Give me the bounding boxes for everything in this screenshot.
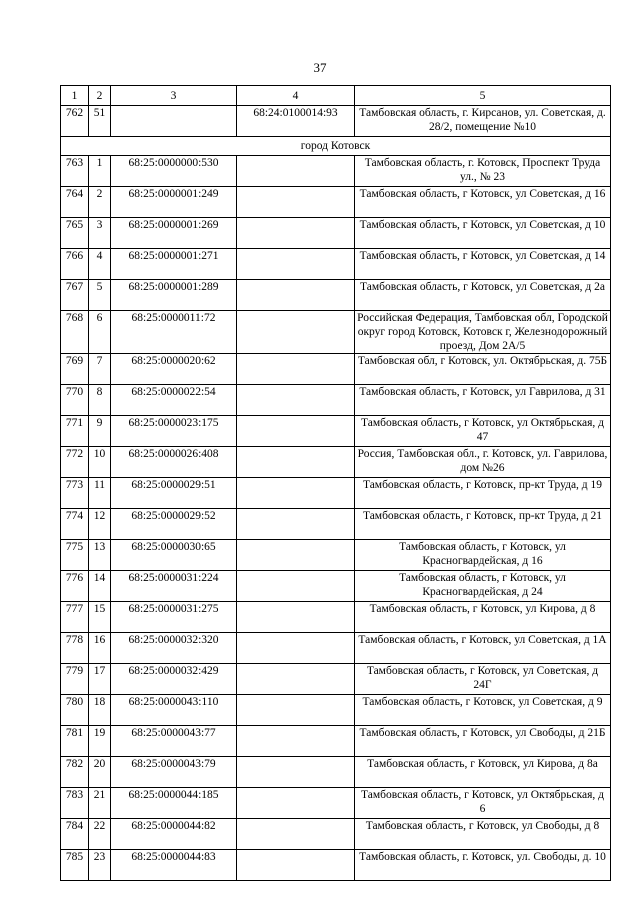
cadastral-number-premises [237,664,355,695]
address-cell: Тамбовская область, г Котовск, ул Советская, д 1А [355,633,611,664]
table-row [61,850,611,881]
cadastral-number-building: 68:25:0000029:51 [111,478,237,509]
address-cell: Тамбовская область, г Котовск, ул Октябрьская, д 6 [355,788,611,819]
cadastral-number-building: 68:25:0000030:65 [111,540,237,571]
address-cell: Тамбовская область, г Котовск, ул Советская, д 9 [355,695,611,726]
row-index: 3 [89,218,111,249]
cadastral-number-building: 68:25:0000044:185 [111,788,237,819]
cadastral-number-premises [237,726,355,757]
table-row [61,280,611,311]
cadastral-number-building: 68:25:0000000:530 [111,156,237,187]
table-row [61,664,611,695]
row-index: 18 [89,695,111,726]
address-cell: Тамбовская область, г Котовск, пр-кт Труда, д 21 [355,509,611,540]
cadastral-number-premises [237,416,355,447]
column-header-5: 5 [355,86,611,106]
address-cell: Российская Федерация, Тамбовская обл, Городской округ город Котовск, Котовск г, Железнодорожный проезд, Дом 2А/5 [355,311,611,354]
row-number: 777 [61,602,89,633]
address-cell: Россия, Тамбовская обл., г. Котовск, ул. Гаврилова, дом №26 [355,447,611,478]
table-row [61,447,611,478]
row-number: 771 [61,416,89,447]
row-index: 15 [89,602,111,633]
address-cell: Тамбовская область, г. Кирсанов, ул. Советская, д. 28/2, помещение №10 [355,106,611,137]
row-index: 6 [89,311,111,354]
table-row [61,385,611,416]
row-number: 767 [61,280,89,311]
cadastral-number-building [111,106,237,137]
table-row [61,478,611,509]
address-cell: Тамбовская область, г Котовск, ул Советская, д 10 [355,218,611,249]
cadastral-number-premises [237,571,355,602]
row-index: 11 [89,478,111,509]
cadastral-number-building: 68:25:0000043:77 [111,726,237,757]
cadastral-number-building: 68:25:0000031:224 [111,571,237,602]
address-cell: Тамбовская область, г Котовск, ул Свободы, д 8 [355,819,611,850]
row-number: 772 [61,447,89,478]
cadastral-number-building: 68:25:0000020:62 [111,354,237,385]
row-number: 781 [61,726,89,757]
cadastral-number-building: 68:25:0000011:72 [111,311,237,354]
cadastral-number-premises [237,478,355,509]
column-header-3: 3 [111,86,237,106]
row-number: 764 [61,187,89,218]
cadastral-number-building: 68:25:0000044:82 [111,819,237,850]
cadastral-number-building: 68:25:0000001:271 [111,249,237,280]
cadastral-number-premises [237,249,355,280]
address-cell: Тамбовская область, г Котовск, ул Кирова, д 8 [355,602,611,633]
address-cell: Тамбовская область, г Котовск, ул Свободы, д 21Б [355,726,611,757]
cadastral-number-premises [237,218,355,249]
cadastral-number-premises [237,788,355,819]
table-row [61,695,611,726]
row-number: 780 [61,695,89,726]
row-number: 770 [61,385,89,416]
table-row [61,726,611,757]
row-number: 779 [61,664,89,695]
row-number: 778 [61,633,89,664]
row-index: 2 [89,187,111,218]
address-cell: Тамбовская область, г Котовск, ул Красногвардейская, д 16 [355,540,611,571]
cadastral-number-premises [237,509,355,540]
row-number: 763 [61,156,89,187]
address-cell: Тамбовская область, г Котовск, ул Советская, д 2а [355,280,611,311]
table-body [61,106,611,881]
table-row [61,416,611,447]
cadastral-number-premises: 68:24:0100014:93 [237,106,355,137]
cadastral-number-premises [237,602,355,633]
table-row [61,249,611,280]
cadastral-number-premises [237,187,355,218]
cadastral-number-building: 68:25:0000043:110 [111,695,237,726]
table-row [61,509,611,540]
row-index: 17 [89,664,111,695]
column-header-2: 2 [89,86,111,106]
cadastral-number-premises [237,850,355,881]
row-index: 20 [89,757,111,788]
row-index: 1 [89,156,111,187]
page-number: 37 [313,60,327,75]
row-index: 16 [89,633,111,664]
row-number: 766 [61,249,89,280]
section-title: город Котовск [61,137,611,156]
address-cell: Тамбовская область, г Котовск, ул Октябрьская, д 47 [355,416,611,447]
address-cell: Тамбовская обл, г Котовск, ул. Октябрьская, д. 75Б [355,354,611,385]
table-row [61,311,611,354]
row-index: 13 [89,540,111,571]
row-index: 10 [89,447,111,478]
cadastral-number-premises [237,757,355,788]
row-index: 21 [89,788,111,819]
address-cell: Тамбовская область, г. Котовск, ул. Свободы, д. 10 [355,850,611,881]
row-index: 5 [89,280,111,311]
table-row [61,633,611,664]
cadastral-number-building: 68:25:0000001:249 [111,187,237,218]
cadastral-number-premises [237,695,355,726]
table-row [61,571,611,602]
table-row [61,602,611,633]
table-row [61,354,611,385]
table-row [61,106,611,137]
row-number: 773 [61,478,89,509]
cadastral-number-premises [237,354,355,385]
row-number: 768 [61,311,89,354]
row-index: 14 [89,571,111,602]
cadastral-number-building: 68:25:0000032:429 [111,664,237,695]
address-cell: Тамбовская область, г. Котовск, Проспект Труда ул., № 23 [355,156,611,187]
table-row [61,788,611,819]
table-header [61,86,611,106]
table-row [61,819,611,850]
table-row [61,540,611,571]
header-row [61,86,611,106]
row-index: 8 [89,385,111,416]
row-index: 7 [89,354,111,385]
cadastral-number-building: 68:25:0000032:320 [111,633,237,664]
table-row [61,156,611,187]
address-cell: Тамбовская область, г Котовск, ул Кирова, д 8а [355,757,611,788]
row-number: 776 [61,571,89,602]
cadastral-number-building: 68:25:0000029:52 [111,509,237,540]
cadastral-number-premises [237,156,355,187]
cadastral-number-premises [237,447,355,478]
cadastral-number-building: 68:25:0000022:54 [111,385,237,416]
address-cell: Тамбовская область, г Котовск, ул Советская, д 16 [355,187,611,218]
cadastral-number-premises [237,311,355,354]
address-cell: Тамбовская область, г Котовск, пр-кт Труда, д 19 [355,478,611,509]
table-row [61,218,611,249]
address-cell: Тамбовская область, г Котовск, ул Красногвардейская, д 24 [355,571,611,602]
address-cell: Тамбовская область, г Котовск, ул Советская, д 24Г [355,664,611,695]
row-index: 19 [89,726,111,757]
cadastral-number-premises [237,540,355,571]
row-number: 783 [61,788,89,819]
registry-table [60,85,611,881]
row-number: 782 [61,757,89,788]
row-number: 762 [61,106,89,137]
cadastral-number-premises [237,633,355,664]
row-index: 9 [89,416,111,447]
cadastral-number-building: 68:25:0000001:289 [111,280,237,311]
row-index: 4 [89,249,111,280]
row-number: 785 [61,850,89,881]
cadastral-number-premises [237,280,355,311]
row-index: 23 [89,850,111,881]
cadastral-number-premises [237,819,355,850]
row-index: 51 [89,106,111,137]
cadastral-number-building: 68:25:0000043:79 [111,757,237,788]
row-index: 22 [89,819,111,850]
row-number: 765 [61,218,89,249]
cadastral-number-building: 68:25:0000031:275 [111,602,237,633]
cadastral-number-premises [237,385,355,416]
row-number: 774 [61,509,89,540]
cadastral-number-building: 68:25:0000001:269 [111,218,237,249]
cadastral-number-building: 68:25:0000026:408 [111,447,237,478]
section-row [61,137,611,156]
column-header-1: 1 [61,86,89,106]
cadastral-number-building: 68:25:0000023:175 [111,416,237,447]
row-number: 784 [61,819,89,850]
row-index: 12 [89,509,111,540]
address-cell: Тамбовская область, г Котовск, ул Советская, д 14 [355,249,611,280]
row-number: 769 [61,354,89,385]
row-number: 775 [61,540,89,571]
address-cell: Тамбовская область, г Котовск, ул Гаврилова, д 31 [355,385,611,416]
column-header-4: 4 [237,86,355,106]
cadastral-number-building: 68:25:0000044:83 [111,850,237,881]
table-row [61,757,611,788]
table-row [61,187,611,218]
